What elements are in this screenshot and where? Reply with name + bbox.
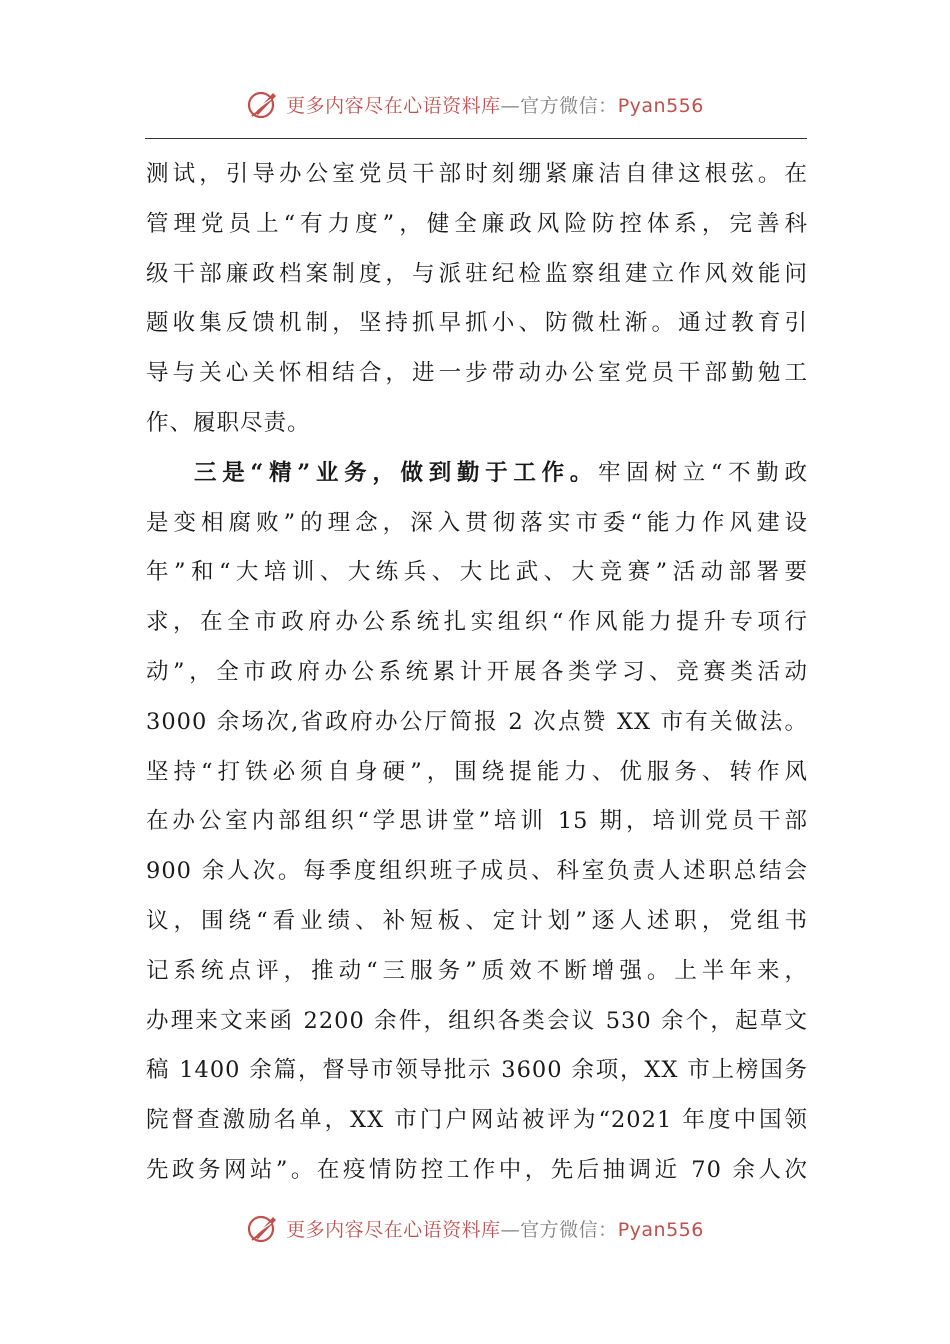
text-line: 3000 余场次,省政府办公厅简报 2 次点赞 XX 市有关做法。 bbox=[146, 708, 808, 735]
banner-wechat-id: Pyan556 bbox=[617, 1218, 704, 1241]
text-line: 议，围绕“看业绩、补短板、定计划”逐人述职，党组书 bbox=[146, 907, 808, 934]
text-line: 求，在全市政府办公系统扎实组织“作风能力提升专项行 bbox=[146, 609, 808, 636]
text-line: 记系统点评，推动“三服务”质效不断增强。上半年来， bbox=[146, 957, 808, 984]
pen-quill-icon bbox=[246, 1211, 280, 1245]
text-line: 管理党员上“有力度”，健全廉政风险防控体系，完善科 bbox=[146, 210, 808, 237]
text-line: 是变相腐败”的理念，深入贯彻落实市委“能力作风建设 bbox=[146, 509, 808, 536]
text-line: 先政务网站”。在疫情防控工作中，先后抽调近 70 余人次 bbox=[146, 1156, 808, 1183]
banner-prefix: 更多内容尽在心语资料库 bbox=[286, 1218, 501, 1241]
pen-quill-icon bbox=[246, 87, 280, 121]
banner-dash: — bbox=[500, 94, 521, 117]
first-line-rest: 牢固树立“不勤政 bbox=[598, 459, 808, 486]
text-line: 动”，全市政府办公系统累计开展各类学习、竞赛类活动 bbox=[146, 658, 808, 685]
paragraph-2 bbox=[146, 449, 808, 1196]
text-line: 测试，引导办公室党员干部时刻绷紧廉洁自律这根弦。在 bbox=[146, 161, 808, 187]
text-line: 导与关心关怀相结合，进一步带动办公室党员干部勤勉工 bbox=[146, 360, 808, 387]
banner-dash: — bbox=[500, 1218, 521, 1241]
text-line: 稿 1400 余篇，督导市领导批示 3600 余项，XX 市上榜国务 bbox=[146, 1057, 808, 1084]
banner-prefix: 更多内容尽在心语资料库 bbox=[286, 94, 501, 117]
banner-text bbox=[286, 91, 704, 118]
footer-banner bbox=[0, 1208, 950, 1248]
text-line: 办理来文来函 2200 余件，组织各类会议 530 余个，起草文 bbox=[146, 1007, 808, 1034]
text-line: 在办公室内部组织“学思讲堂”培训 15 期，培训党员干部 bbox=[146, 808, 808, 835]
text-line: 900 余人次。每季度组织班子成员、科室负责人述职总结会 bbox=[146, 858, 808, 885]
text-line: 题收集反馈机制，坚持抓早抓小、防微杜渐。通过教育引 bbox=[146, 310, 808, 337]
paragraph-first-line bbox=[146, 449, 808, 499]
text-line: 院督查激励名单，XX 市门户网站被评为“2021 年度中国领 bbox=[146, 1107, 808, 1134]
text-line: 作、履职尽责。 bbox=[146, 409, 311, 436]
banner-text bbox=[286, 1215, 704, 1242]
text-line: 级干部廉政档案制度，与派驻纪检监察组建立作风效能问 bbox=[146, 260, 808, 287]
paragraph-1 bbox=[146, 150, 808, 449]
header-banner bbox=[0, 84, 950, 124]
document-body bbox=[146, 150, 808, 1196]
text-line: 年”和“大培训、大练兵、大比武、大竞赛”活动部署要 bbox=[146, 559, 808, 586]
header-divider bbox=[145, 138, 807, 139]
banner-wechat-id: Pyan556 bbox=[617, 94, 704, 117]
banner-middle: 官方微信： bbox=[520, 1218, 618, 1241]
paragraph-heading: 三是“精”业务，做到勤于工作。 bbox=[194, 459, 599, 486]
text-line: 坚持“打铁必须自身硬”，围绕提能力、优服务、转作风 bbox=[146, 758, 808, 785]
banner-middle: 官方微信： bbox=[520, 94, 618, 117]
